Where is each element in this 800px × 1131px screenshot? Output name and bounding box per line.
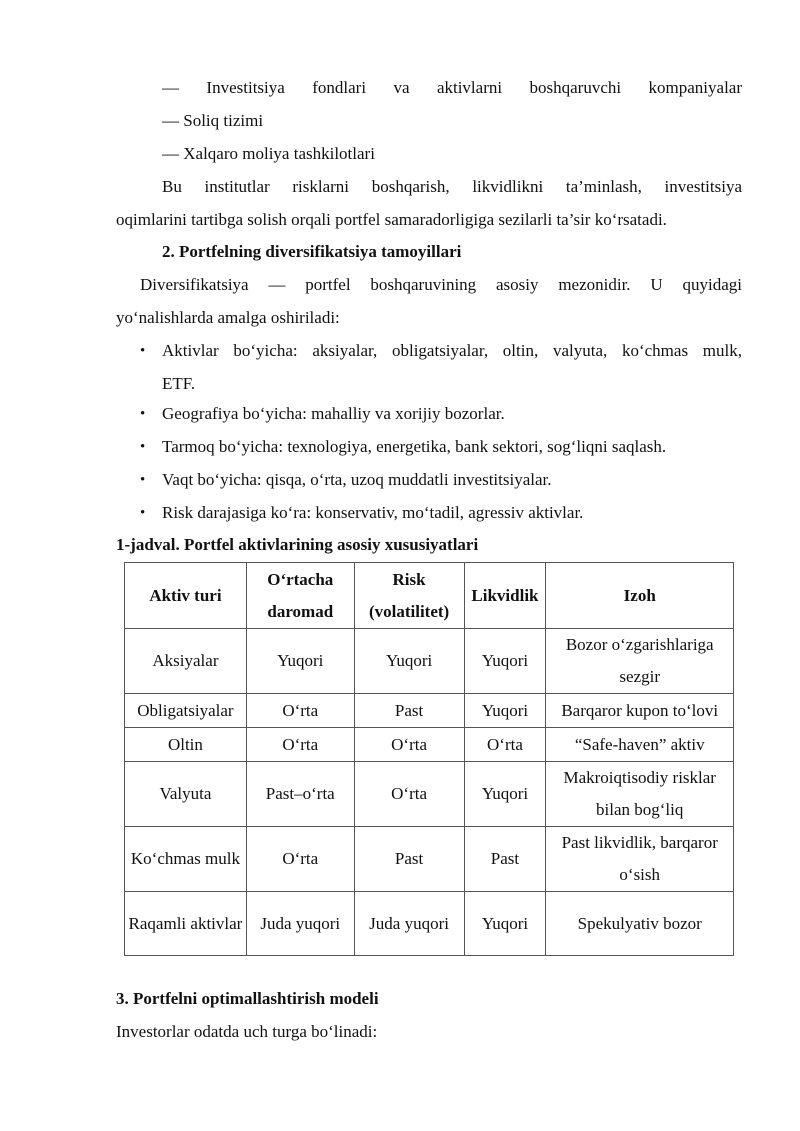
- cell-liquidity: Yuqori: [464, 892, 546, 956]
- table-caption: 1-jadval. Portfel aktivlarining asosiy xususiyatlari: [116, 535, 479, 554]
- paragraph-3: Investorlar odatda uch turga bo‘linadi:: [116, 1022, 378, 1041]
- bullet-marker: •: [140, 505, 146, 521]
- cell-liquidity: Yuqori: [464, 694, 546, 728]
- cell-note: Barqaror kupon to‘lovi: [546, 694, 734, 728]
- section-3-heading: 3. Portfelni optimallashtirish modeli: [116, 989, 379, 1008]
- assets-table: [124, 562, 734, 956]
- table-row: [125, 827, 734, 892]
- cell-note: “Safe-haven” aktiv: [546, 728, 734, 762]
- bullet-marker: •: [140, 439, 146, 455]
- bullet-time: Vaqt bo‘yicha: qisqa, o‘rta, uzoq muddatli investitsiyalar.: [162, 470, 552, 489]
- cell-risk: Past: [354, 827, 464, 892]
- bullet-risk: Risk darajasiga ko‘ra: konservativ, mo‘tadil, agressiv aktivlar.: [162, 503, 584, 522]
- cell-risk: O‘rta: [354, 762, 464, 827]
- cell-asset: Obligatsiyalar: [125, 694, 247, 728]
- header-liquidity: Likvidlik: [464, 563, 546, 629]
- cell-note: Spekulyativ bozor: [546, 892, 734, 956]
- bullet-marker: •: [140, 406, 146, 422]
- table-row: [125, 629, 734, 694]
- header-note: Izoh: [546, 563, 734, 629]
- bullet-sector: Tarmoq bo‘yicha: texnologiya, energetika, bank sektori, sog‘liqni saqlash.: [162, 437, 667, 456]
- table-row: [125, 728, 734, 762]
- cell-asset: Ko‘chmas mulk: [125, 827, 247, 892]
- cell-liquidity: Yuqori: [464, 629, 546, 694]
- bullet-assets-line-1: Aktivlar bo‘yicha: aksiyalar, obligatsiyalar, oltin, valyuta, ko‘chmas mulk,: [162, 341, 742, 360]
- cell-return: Yuqori: [246, 629, 354, 694]
- cell-risk: O‘rta: [354, 728, 464, 762]
- cell-note: Makroiqtisodiy risklar bilan bog‘liq: [546, 762, 734, 827]
- cell-liquidity: O‘rta: [464, 728, 546, 762]
- list-item-intl-finance: — Xalqaro moliya tashkilotlari: [162, 144, 375, 163]
- table-header-row: [125, 563, 734, 629]
- cell-risk: Yuqori: [354, 629, 464, 694]
- cell-liquidity: Yuqori: [464, 762, 546, 827]
- paragraph-2-line-2: yo‘nalishlarda amalga oshiriladi:: [116, 308, 340, 327]
- cell-return: Past–o‘rta: [246, 762, 354, 827]
- paragraph-1-line-1: Bu institutlar risklarni boshqarish, likvidlikni ta’minlash, investitsiya: [162, 177, 742, 196]
- cell-asset: Aksiyalar: [125, 629, 247, 694]
- cell-note: Bozor o‘zgarishlariga sezgir: [546, 629, 734, 694]
- header-avg-return: O‘rtacha daromad: [246, 563, 354, 629]
- table-row: [125, 762, 734, 827]
- bullet-marker: •: [140, 343, 146, 359]
- table-row: [125, 694, 734, 728]
- paragraph-2-line-1: Diversifikatsiya — portfel boshqaruvining asosiy mezonidir. U quyidagi: [140, 275, 742, 294]
- list-item-tax-system: — Soliq tizimi: [162, 111, 264, 130]
- cell-liquidity: Past: [464, 827, 546, 892]
- cell-note: Past likvidlik, barqaror o‘sish: [546, 827, 734, 892]
- cell-asset: Valyuta: [125, 762, 247, 827]
- cell-asset: Raqamli aktivlar: [125, 892, 247, 956]
- header-asset-type: Aktiv turi: [125, 563, 247, 629]
- cell-return: O‘rta: [246, 728, 354, 762]
- cell-risk: Past: [354, 694, 464, 728]
- section-2-heading: 2. Portfelning diversifikatsiya tamoyillari: [162, 242, 462, 261]
- cell-risk: Juda yuqori: [354, 892, 464, 956]
- bullet-marker: •: [140, 472, 146, 488]
- cell-return: O‘rta: [246, 694, 354, 728]
- header-risk: Risk (volatilitet): [354, 563, 464, 629]
- cell-asset: Oltin: [125, 728, 247, 762]
- cell-return: Juda yuqori: [246, 892, 354, 956]
- cell-return: O‘rta: [246, 827, 354, 892]
- bullet-geography: Geografiya bo‘yicha: mahalliy va xorijiy bozorlar.: [162, 404, 505, 423]
- paragraph-1-line-2: oqimlarini tartibga solish orqali portfel samaradorligiga sezilarli ta’sir ko‘rsatadi.: [116, 210, 667, 229]
- list-item-investment-funds: — Investitsiya fondlari va aktivlarni boshqaruvchi kompaniyalar: [162, 78, 742, 97]
- table-row: [125, 892, 734, 956]
- bullet-assets-line-2: ETF.: [162, 374, 196, 393]
